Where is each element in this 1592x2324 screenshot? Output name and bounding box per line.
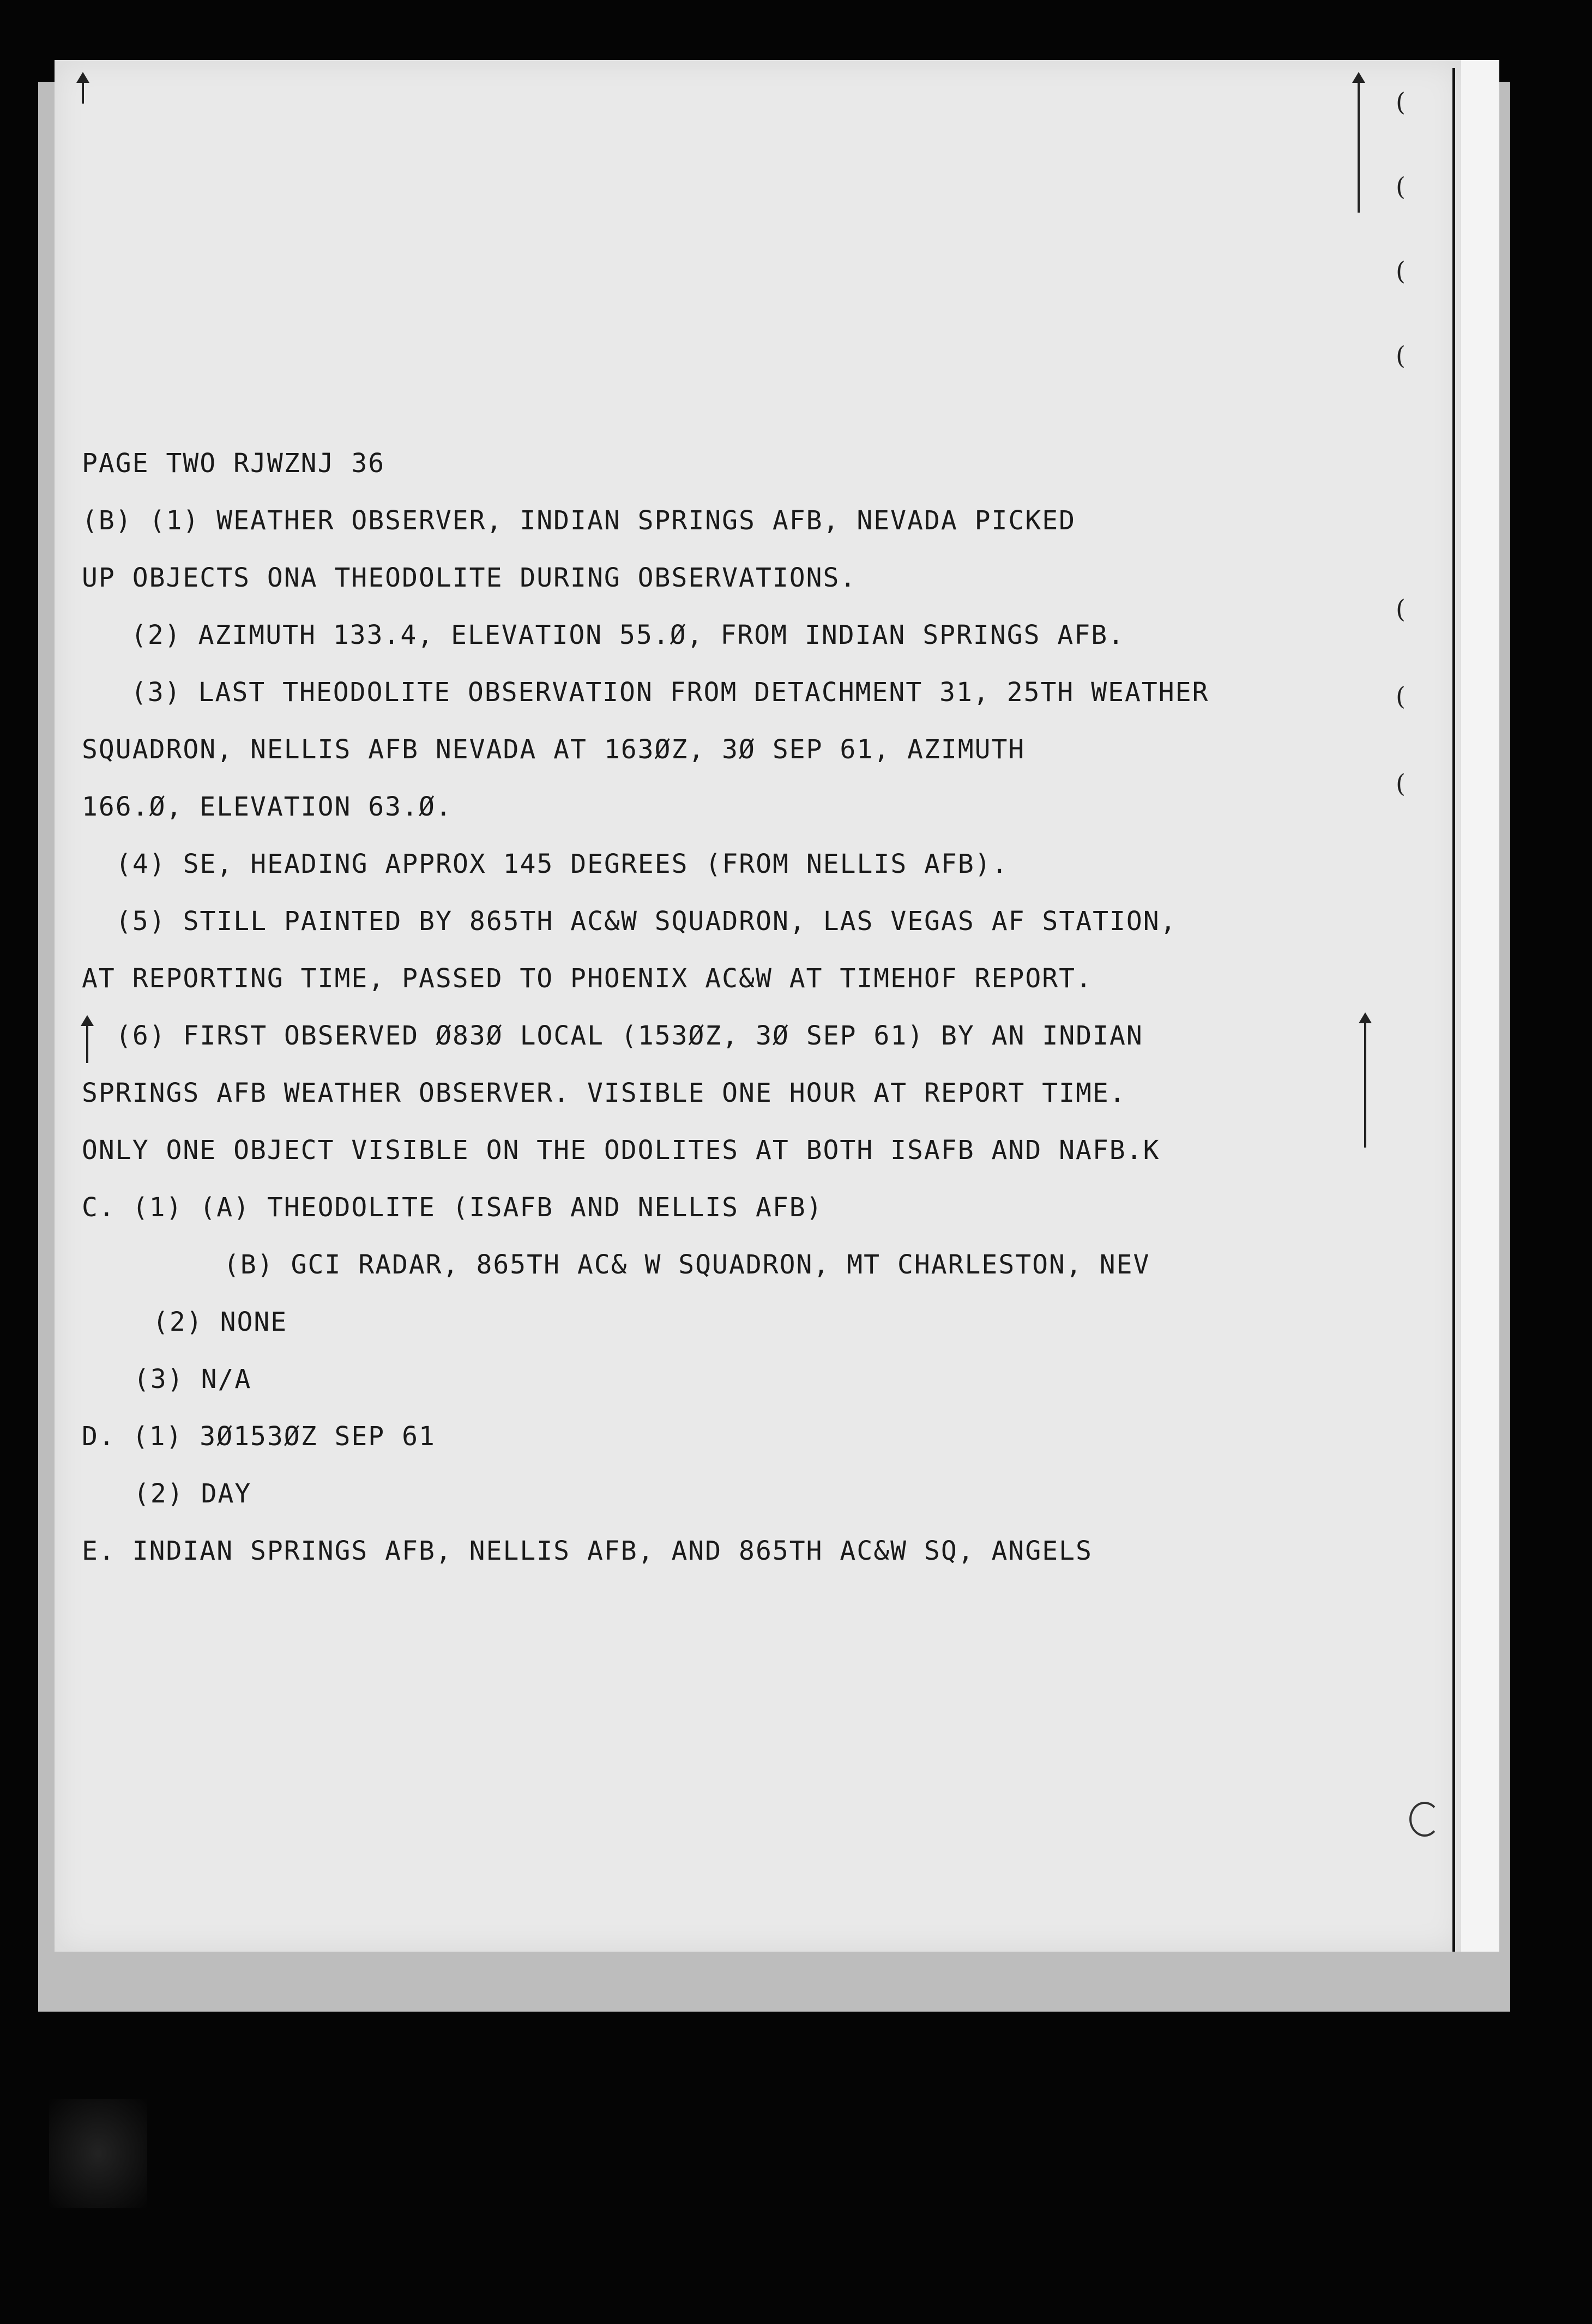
text-line: (3) LAST THEODOLITE OBSERVATION FROM DETACHMENT 31, 25TH WEATHER [131, 677, 1209, 708]
text-line: (2) AZIMUTH 133.4, ELEVATION 55.Ø, FROM INDIAN SPRINGS AFB. [131, 620, 1125, 650]
text-line: (B) GCI RADAR, 865TH AC& W SQUADRON, MT CHARLESTON, NEV [224, 1249, 1150, 1280]
text-line: E. INDIAN SPRINGS AFB, NELLIS AFB, AND 865TH AC&W SQ, ANGELS [82, 1536, 1093, 1566]
text-line: 166.Ø, ELEVATION 63.Ø. [82, 792, 453, 822]
text-line: (3) N/A [134, 1364, 252, 1395]
text-line: ONLY ONE OBJECT VISIBLE ON THE ODOLITES AT BOTH ISAFB AND NAFB.K [82, 1135, 1160, 1166]
punch-mark-icon: ( [1396, 341, 1406, 370]
text-line: (2) DAY [134, 1478, 252, 1509]
text-line: (6) FIRST OBSERVED Ø83Ø LOCAL (153ØZ, 3Ø SEP 61) BY AN INDIAN [116, 1021, 1143, 1051]
punch-mark-icon: ( [1396, 594, 1406, 624]
text-line: D. (1) 3Ø153ØZ SEP 61 [82, 1421, 436, 1452]
arrow-up-icon [1364, 1022, 1366, 1148]
text-line: AT REPORTING TIME, PASSED TO PHOENIX AC&W AT TIMEHOF REPORT. [82, 963, 1093, 994]
punch-mark-icon: ( [1396, 681, 1406, 711]
film-smudge [49, 2099, 147, 2208]
text-line: SPRINGS AFB WEATHER OBSERVER. VISIBLE ONE HOUR AT REPORT TIME. [82, 1078, 1126, 1108]
text-line: PAGE TWO RJWZNJ 36 [82, 448, 385, 479]
document-page [55, 60, 1461, 1952]
punch-mark-icon: ( [1396, 172, 1406, 201]
punch-mark-icon: ( [1396, 769, 1406, 798]
right-margin-line [1452, 68, 1455, 1952]
punch-mark-icon: ( [1396, 87, 1406, 117]
text-line: SQUADRON, NELLIS AFB NEVADA AT 163ØZ, 3Ø SEP 61, AZIMUTH [82, 734, 1026, 765]
margin-strip [1461, 60, 1499, 1952]
text-line: (B) (1) WEATHER OBSERVER, INDIAN SPRINGS AFB, NEVADA PICKED [82, 505, 1076, 536]
binder-ring-icon [1409, 1802, 1440, 1837]
text-line: (4) SE, HEADING APPROX 145 DEGREES (FROM NELLIS AFB). [116, 849, 1009, 879]
text-line: (5) STILL PAINTED BY 865TH AC&W SQUADRON, LAS VEGAS AF STATION, [116, 906, 1177, 937]
text-line: C. (1) (A) THEODOLITE (ISAFB AND NELLIS AFB) [82, 1192, 823, 1223]
text-line: UP OBJECTS ONA THEODOLITE DURING OBSERVATIONS. [82, 563, 857, 593]
arrow-up-icon [82, 82, 84, 104]
arrow-up-icon [1358, 82, 1360, 213]
text-line: (2) NONE [153, 1307, 288, 1337]
punch-mark-icon: ( [1396, 256, 1406, 286]
arrow-up-icon [86, 1025, 88, 1063]
